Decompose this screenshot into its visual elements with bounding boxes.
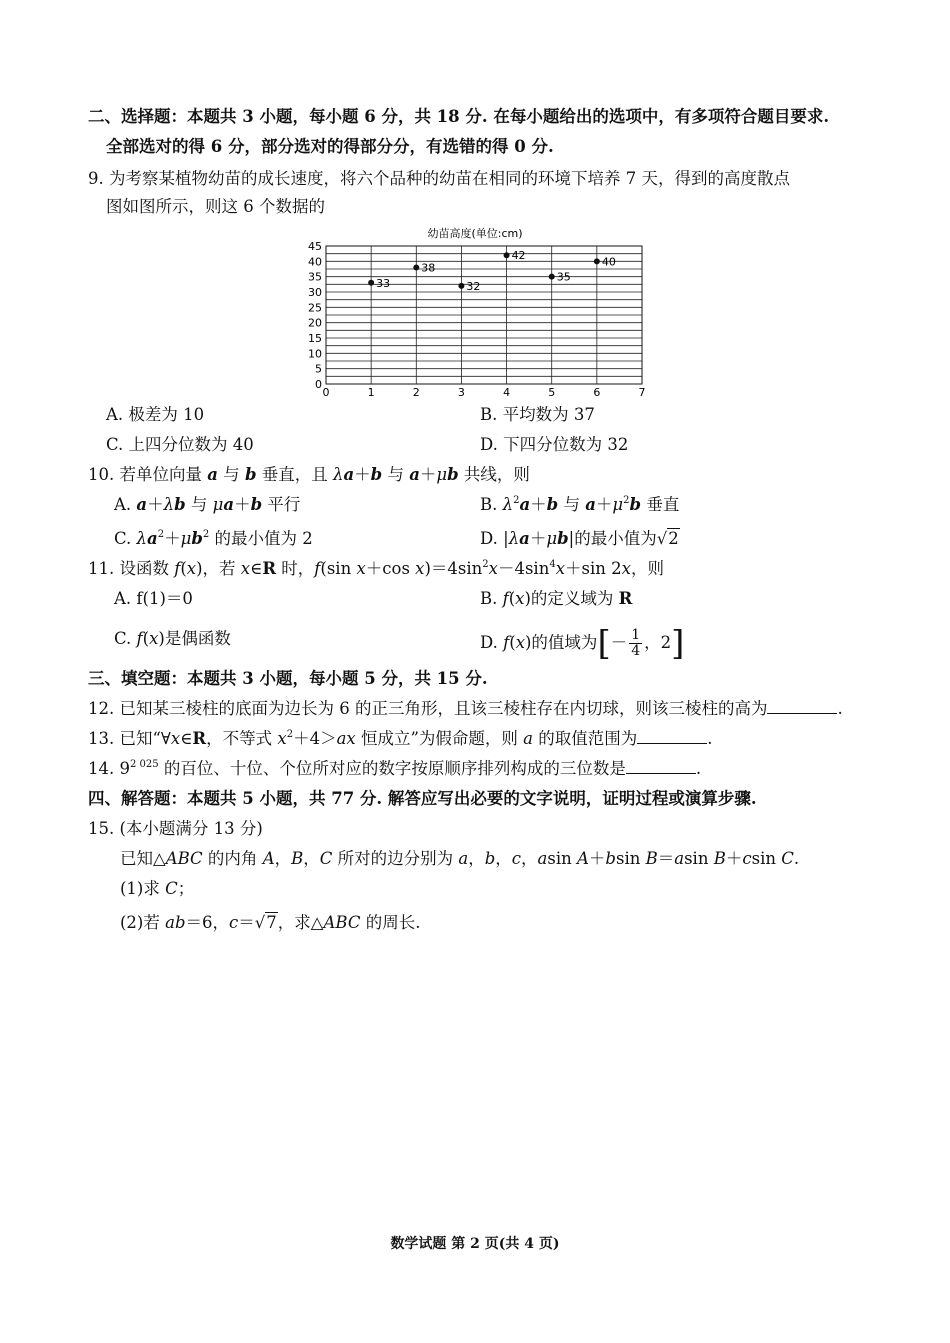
x-tick-label: 0	[322, 386, 330, 399]
q11-option-a: A. f(1)＝0	[114, 589, 193, 608]
chart-title: 幼苗高度(单位:cm)	[427, 227, 523, 240]
q9-stem-line1: 9. 为考察某植物幼苗的成长速度，将六个品种的幼苗在相同的环境下培养 7 天，得到的高度散点	[88, 169, 790, 188]
section2-header-line2: 全部选对的得 6 分，部分选对的得部分分，有选错的得 0 分.	[106, 137, 554, 156]
section3-header: 三、填空题：本题共 3 小题，每小题 5 分，共 15 分.	[88, 669, 488, 688]
y-tick-label: 15	[308, 332, 322, 345]
x-tick-label: 7	[638, 386, 646, 399]
q9-option-c: C. 上四分位数为 40	[106, 435, 254, 454]
q10-option-d: D. |λa＋μb|的最小值为√2	[480, 529, 679, 548]
q9-option-d: D. 下四分位数为 32	[480, 435, 629, 454]
q10-option-c: C. $\lambda a^2+\mu b^2$ 的最小值为 2	[114, 529, 313, 548]
y-tick-label: 30	[308, 286, 322, 299]
q11-option-d: D. f(x)的值域为[－ $\frac{1}{4}$ ，2]	[480, 623, 685, 664]
x-tick-label: 4	[503, 386, 511, 399]
q14-text: 14. $9^{2 025}$ 的百位、十位、个位所对应的数字按原顺序排列构成的三位数是 .	[88, 759, 702, 778]
q12-text: 12. 已知某三棱柱的底面为边长为 6 的正三角形，且该三棱柱存在内切球，则该三棱柱的高为 .	[88, 699, 843, 718]
x-tick-label: 2	[412, 386, 420, 399]
page-footer: 数学试题 第 2 页(共 4 页)	[390, 1236, 560, 1252]
data-label: 35	[556, 270, 571, 284]
q11-option-b: B. f(x)的定义域为 R	[480, 589, 633, 608]
q9-option-b: B. 平均数为 37	[480, 405, 595, 424]
q10-number: 10. 若单位向量	[88, 465, 208, 484]
data-label: 42	[511, 249, 526, 263]
data-point	[504, 252, 510, 258]
seedling-height-scatter-chart	[300, 222, 660, 402]
q9-stem-line2: 图如图所示，则这 6 个数据的	[106, 197, 325, 216]
q11-stem: 11. 设函数 f(x)，若 x∈R 时，f(sin x＋cos $x)=4\sin^2x-4\sin^4x+\sin$ 2x，则	[88, 559, 664, 578]
q10-option-a: A. a＋λb 与 μa＋b 平行	[114, 495, 301, 514]
x-tick-label: 1	[367, 386, 375, 399]
data-label: 40	[601, 255, 616, 269]
y-tick-label: 10	[308, 347, 322, 361]
y-tick-label: 20	[308, 316, 322, 330]
y-tick-label: 0	[315, 378, 322, 391]
q11-option-c: C. f(x)是偶函数	[114, 629, 231, 648]
x-tick-label: 6	[593, 386, 601, 399]
data-point	[458, 283, 464, 289]
q15-stem: 已知△ABC 的内角 A，B，C 所对的边分别为 a，b，c，asin A＋bsin B＝asin B＋csin C.	[120, 849, 800, 868]
x-tick-label: 3	[457, 386, 465, 399]
data-point	[413, 264, 419, 270]
chart-grid	[326, 246, 642, 384]
data-point	[549, 274, 555, 280]
q15-part2: (2)若 ab＝6，c＝√7，求△ABC 的周长.	[120, 913, 421, 932]
q13-text: 13. 已知“∀x∈R，不等式 $x^2+4>ax$ 恒成立”为假命题，则 a 的取值范围为 .	[88, 729, 713, 748]
data-label: 33	[376, 276, 391, 290]
y-tick-label: 35	[308, 270, 322, 284]
q9-option-a: A. 极差为 10	[106, 405, 205, 424]
y-tick-label: 45	[308, 240, 322, 253]
data-point	[368, 280, 374, 286]
y-tick-label: 5	[315, 362, 322, 376]
q15-part1: (1)求 C；	[120, 879, 195, 898]
q15-title: 15. (本小题满分 13 分)	[88, 819, 263, 838]
chart-y-ticks	[308, 240, 322, 391]
chart-x-ticks	[323, 386, 646, 399]
q10-stem: 10. 若单位向量 a 与 b 垂直，且 λa＋b 与 a＋μb 共线，则	[88, 465, 530, 484]
data-point	[594, 258, 600, 264]
section4-header: 四、解答题：本题共 5 小题，共 77 分. 解答应写出必要的文字说明，证明过程或演算步骤.	[88, 789, 757, 808]
data-label: 38	[421, 261, 436, 275]
q10-option-b: B. $\lambda^2a+b$ 与 $a+\mu^2b$ 垂直	[480, 495, 680, 514]
section2-header-line1: 二、选择题：本题共 3 小题，每小题 6 分，共 18 分. 在每小题给出的选项中，有多项符合题目要求.	[88, 107, 830, 126]
chart-points	[368, 249, 616, 293]
q11-number: 11. 设函数	[88, 559, 175, 578]
x-tick-label: 5	[548, 386, 556, 399]
data-label: 32	[466, 279, 481, 293]
y-tick-label: 40	[308, 255, 322, 269]
y-tick-label: 25	[308, 301, 322, 315]
